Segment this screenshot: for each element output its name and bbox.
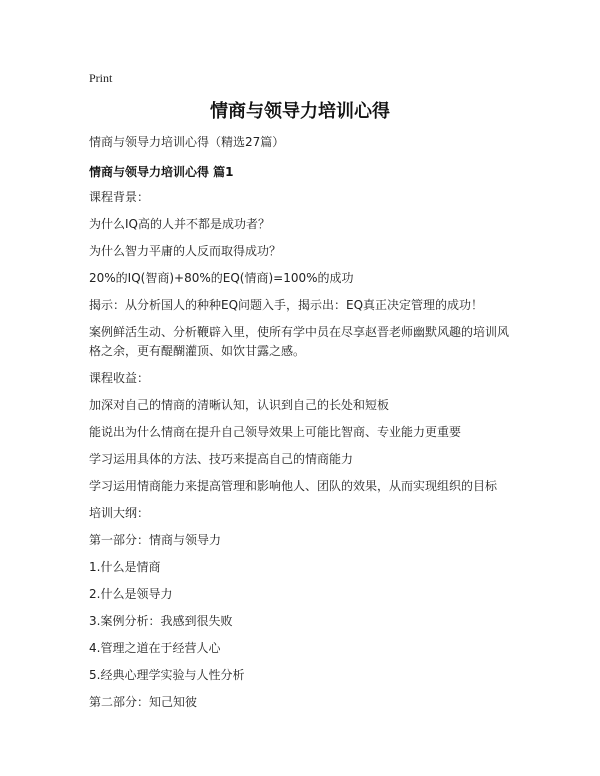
print-label: Print xyxy=(89,71,113,85)
paragraph-question-iq: 为什么IQ高的人并不都是成功者？ xyxy=(89,217,270,231)
paragraph-question-intelligence: 为什么智力平庸的人反而取得成功？ xyxy=(89,244,282,258)
document-title: 情商与领导力培训心得 xyxy=(210,101,390,122)
paragraph-course-background-heading: 课程背景： xyxy=(89,190,150,204)
paragraph-outline-item-5: 5.经典心理学实验与人性分析 xyxy=(89,668,245,682)
paragraph-outline-item-4: 4.管理之道在于经营人心 xyxy=(89,641,221,655)
paragraph-outline-heading: 培训大纲： xyxy=(89,506,150,520)
document-body xyxy=(89,188,519,720)
paragraph-outline-item-2: 2.什么是领导力 xyxy=(89,587,173,601)
paragraph-outline-item-1: 1.什么是情商 xyxy=(89,560,161,574)
paragraph-case-description: 案例鲜活生动、分析鞭辟入里，使所有学中员在尽享赵晋老师幽默风趣的培训风格之余，更有醍醐灌顶、如饮甘露之感。 xyxy=(89,325,510,358)
paragraph-reveal: 揭示：从分析国人的种种EQ问题入手，揭示出：EQ真正决定管理的成功！ xyxy=(89,298,484,312)
paragraph-benefit-3: 学习运用具体的方法、技巧来提高自己的情商能力 xyxy=(89,452,354,466)
paragraph-course-benefits-heading: 课程收益： xyxy=(89,371,150,385)
paragraph-benefit-4: 学习运用情商能力来提高管理和影响他人、团队的效果，从而实现组织的目标 xyxy=(89,479,498,493)
document-subtitle: 情商与领导力培训心得（精选27篇） xyxy=(89,135,285,149)
paragraph-benefit-1: 加深对自己的情商的清晰认知，认识到自己的长处和短板 xyxy=(89,398,390,412)
paragraph-benefit-2: 能说出为什么情商在提升自己领导效果上可能比智商、专业能力更重要 xyxy=(89,425,462,439)
section-heading: 情商与领导力培训心得 篇1 xyxy=(89,165,234,179)
paragraph-part-2-heading: 第二部分：知己知彼 xyxy=(89,695,198,709)
paragraph-formula: 20%的IQ(智商)+80%的EQ(情商)=100%的成功 xyxy=(89,271,354,285)
paragraph-part-1-heading: 第一部分：情商与领导力 xyxy=(89,533,222,547)
paragraph-outline-item-3: 3.案例分析：我感到很失败 xyxy=(89,614,233,628)
